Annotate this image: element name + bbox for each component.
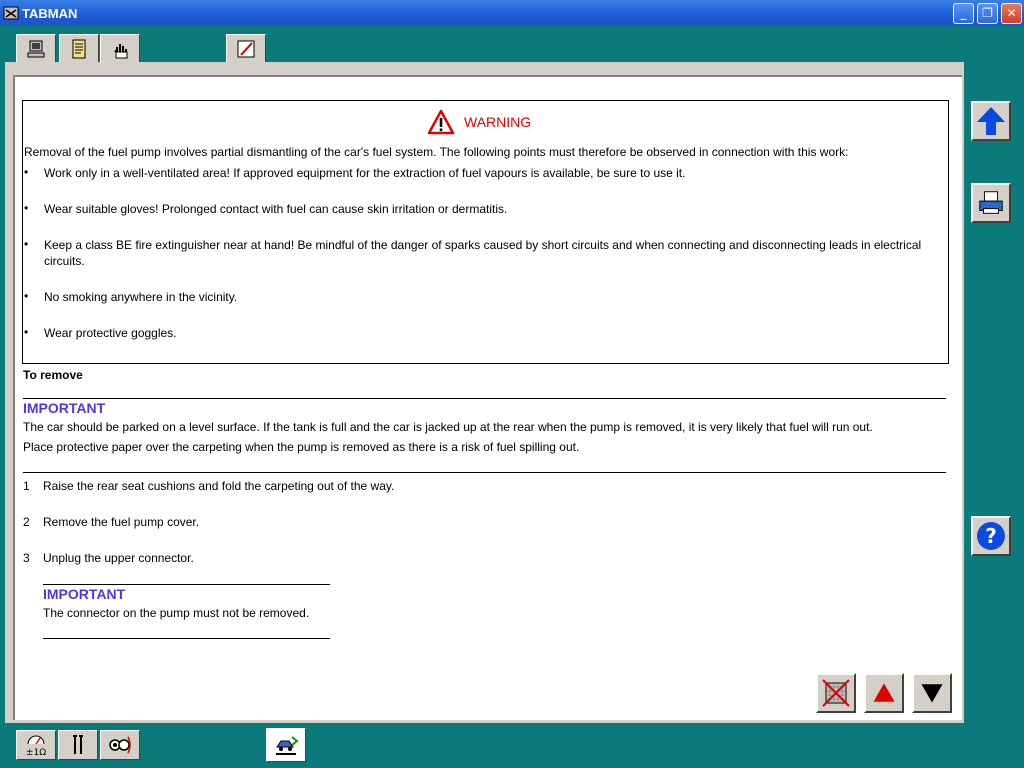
warning-box: WARNING Removal of the fuel pump involves partial dismantling of the car's fuel system. The following points must therefore be observed in connection with this work: • Work only in a well-ventilated area! If approved equipment for the extraction of fuel vapours is available, be sure to use it. • Wear suitable gloves! Prolonged contact with fuel can cause skin irritation or dermatitis. • Keep a class BE fire extinguisher near at hand! Be mindful of the danger of sparks caused by short circuits and when connecting and disconnecting leads in electrical circuits. • No smoking anywhere in the vicinity. • Wear protective goggles.: [22, 100, 949, 364]
tab-pencil[interactable]: [226, 34, 266, 62]
tab-computer[interactable]: [16, 34, 56, 62]
divider: [43, 638, 330, 639]
meter-icon: [23, 733, 49, 757]
tab-document[interactable]: [59, 34, 99, 62]
close-document-button[interactable]: [816, 673, 856, 713]
svg-text:±1Ω: ±1Ω: [25, 748, 47, 757]
close-document-icon: [820, 677, 852, 709]
wrench-icon: [65, 733, 91, 757]
tab-meter[interactable]: [16, 730, 56, 760]
page-up-button[interactable]: [864, 673, 904, 713]
important-text-line: Place protective paper over the carpeting when the pump is removed as there is a risk of fuel spilling out.: [23, 440, 580, 454]
warning-icon: [427, 109, 455, 135]
printer-icon: [976, 188, 1006, 218]
section-heading: To remove: [23, 368, 83, 382]
close-button[interactable]: ✕: [1001, 3, 1022, 24]
scroll-top-button[interactable]: [971, 101, 1011, 141]
svg-text:?: ?: [985, 524, 997, 548]
page-down-icon: [918, 679, 946, 707]
restore-button[interactable]: ❐: [977, 3, 998, 24]
document-view[interactable]: WARNING Removal of the fuel pump involves partial dismantling of the car's fuel system. The following points must therefore be observed in connection with this work: • Work only in a well-ventilated area! If approved equipment for the extraction of fuel vapours is available, be sure to use it. • Wear suitable gloves! Prolonged contact with fuel can cause skin irritation or dermatitis. • Keep a class BE fire extinguisher near at hand! Be mindful of the danger of sparks caused by short circuits and when connecting and disconnecting leads in electrical circuits. • No smoking anywhere in the vicinity. • Wear protective goggles. To remove IMPORTANT The car should be parked on a level surface. If the tank is full and the car is jacked up at the rear when the pump is removed, it is very likely that fuel will run out. Place protective paper over the carpeting when the pump is removed as there is a risk of fuel spilling out. 1 Raise the rear seat cushions and fold the carpeting out of the way. 2 Remove the fuel pump cover. 3 Unplug the upper connector. IMPORTANT The connector on the pump must not be removed.: [13, 75, 962, 720]
important-title: IMPORTANT: [23, 400, 106, 416]
print-button[interactable]: [971, 183, 1011, 223]
important-text: The connector on the pump must not be removed.: [43, 606, 310, 620]
title-bar: [0, 0, 1024, 26]
computer-icon: [25, 38, 47, 60]
document-icon: [68, 38, 90, 60]
diagnostic-icon: [107, 733, 133, 757]
tab-wrench[interactable]: [58, 730, 98, 760]
important-text-line: The car should be parked on a level surface. If the tank is full and the car is jacked up at the rear when the pump is removed, it is very likely that fuel will run out.: [23, 420, 873, 434]
window-title: TABMAN: [22, 6, 78, 21]
warning-intro: Removal of the fuel pump involves partial dismantling of the car's fuel system. The following points must therefore be observed in connection with this work:: [24, 145, 849, 159]
tab-hand-pointer[interactable]: [100, 34, 140, 62]
divider: [23, 398, 946, 399]
page-down-button[interactable]: [912, 673, 952, 713]
divider: [43, 584, 330, 585]
important-title: IMPORTANT: [43, 586, 126, 602]
tab-diagnostic[interactable]: [100, 730, 140, 760]
minimize-button[interactable]: _: [953, 3, 974, 24]
page-up-icon: [870, 679, 898, 707]
warning-title: WARNING: [464, 114, 532, 130]
help-button[interactable]: [971, 516, 1011, 556]
car-lift-icon: [273, 733, 299, 757]
arrow-up-icon: [975, 105, 1007, 137]
help-icon: [975, 520, 1007, 552]
tab-car-lift[interactable]: [266, 728, 306, 762]
pencil-icon: [235, 38, 257, 60]
divider: [23, 472, 946, 473]
app-icon: [3, 5, 19, 21]
hand-pointer-icon: [109, 38, 131, 60]
